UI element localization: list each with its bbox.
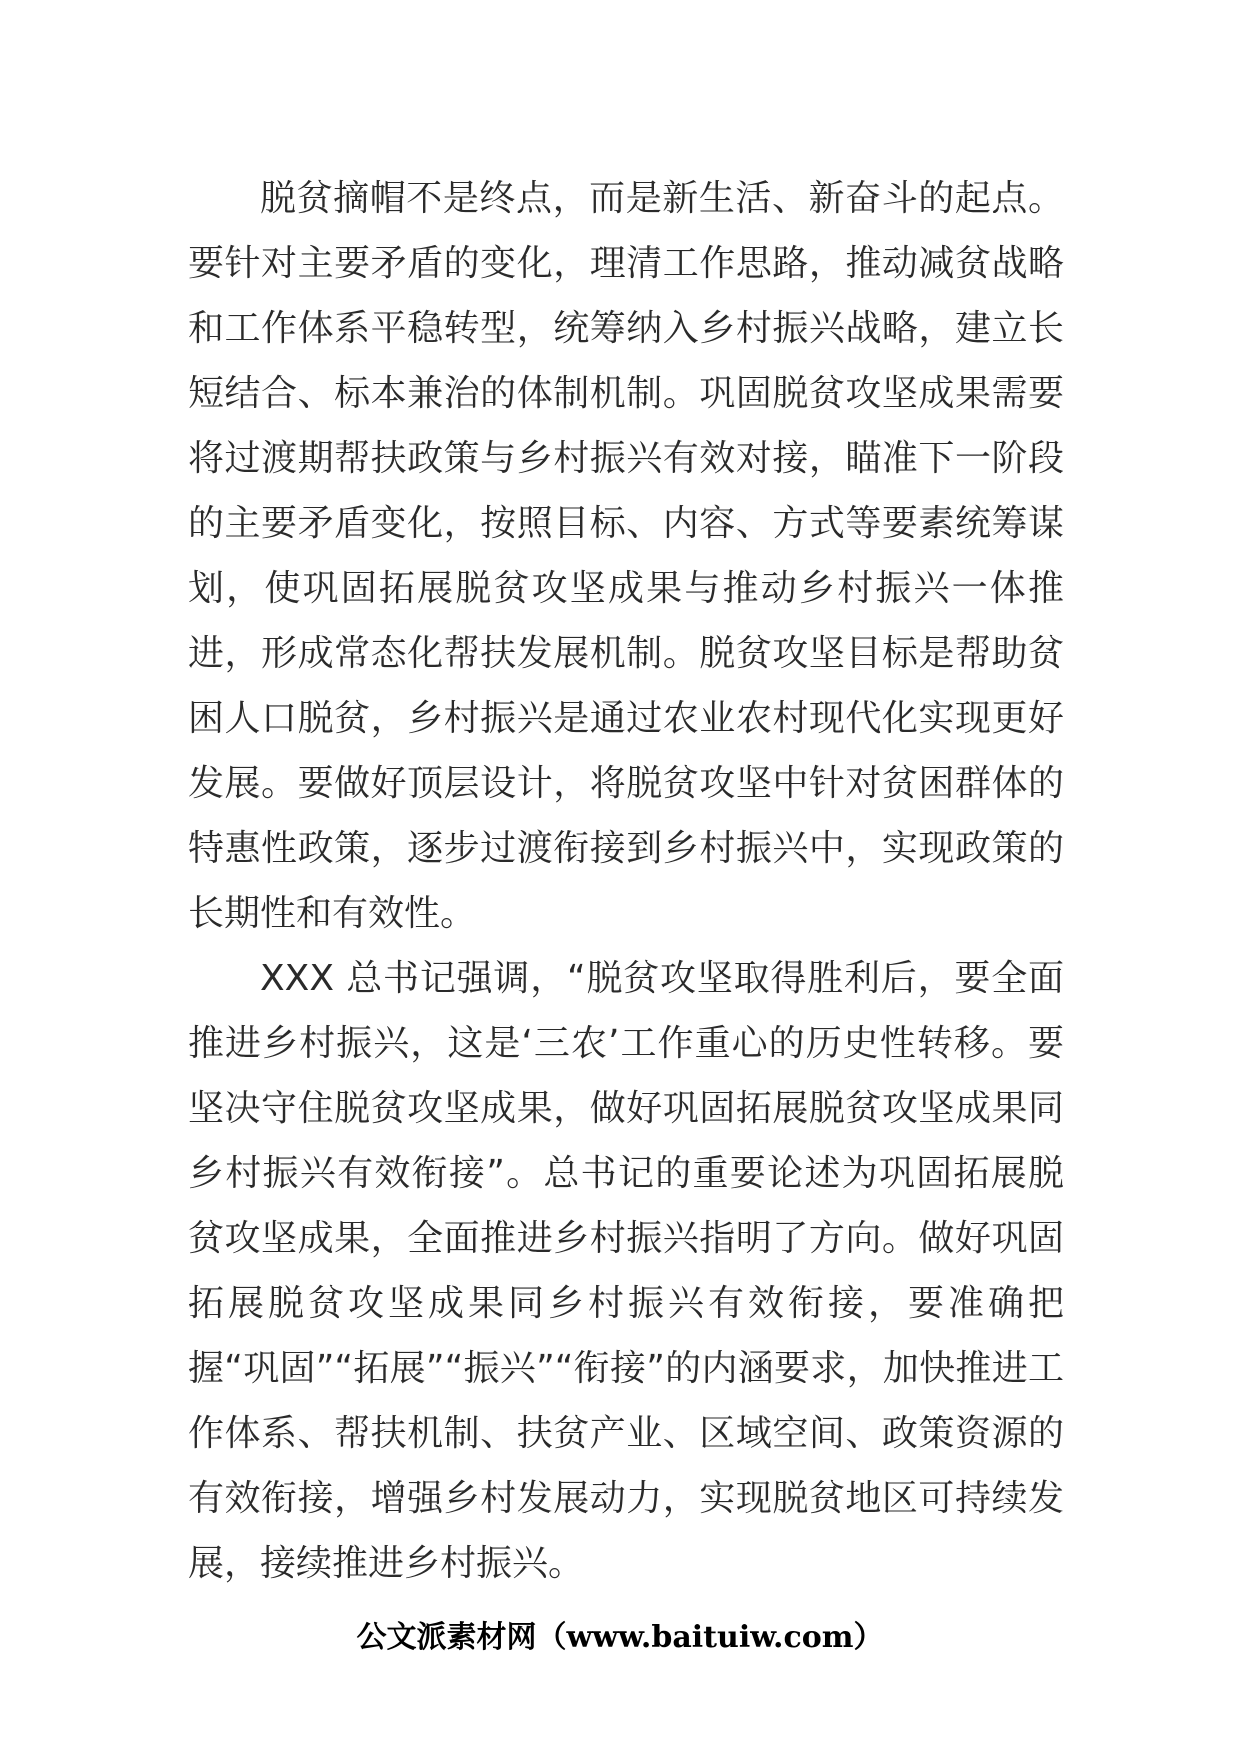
footer-watermark: 公文派素材网（www.baituiw.com） bbox=[356, 1620, 884, 1655]
paragraph-1: 脱贫摘帽不是终点，而是新生活、新奋斗的起点。要针对主要矛盾的变化，理清工作思路，推动减贫战略和工作体系平稳转型，统筹纳入乡村振兴战略，建立长短结合、标本兼治的体制机制。巩固脱贫攻坚成果需要将过渡期帮扶政策与乡村振兴有效对接，瞄准下一阶段的主要矛盾变化，按照目标、内容、方式等要素统筹谋划，使巩固拓展脱贫攻坚成果与推动乡村振兴一体推进，形成常态化帮扶发展机制。脱贫攻坚目标是帮助贫困人口脱贫，乡村振兴是通过农业农村现代化实现更好发展。要做好顶层设计，将脱贫攻坚中针对贫困群体的特惠性政策，逐步过渡衔接到乡村振兴中，实现政策的长期性和有效性。 bbox=[188, 178, 1064, 934]
document-body bbox=[188, 166, 1064, 1596]
paragraph-2: XXX 总书记强调，“脱贫攻坚取得胜利后，要全面推进乡村振兴，这是‘三农’工作重心的历史性转移。要坚决守住脱贫攻坚成果，做好巩固拓展脱贫攻坚成果同乡村振兴有效衔接”。总书记的重要论述为巩固拓展脱贫攻坚成果，全面推进乡村振兴指明了方向。做好巩固拓展脱贫攻坚成果同乡村振兴有效衔接，要准确把握“巩固”“拓展”“振兴”“衔接”的内涵要求，加快推进工作体系、帮扶机制、扶贫产业、区域空间、政策资源的有效衔接，增强乡村发展动力，实现脱贫地区可持续发展，接续推进乡村振兴。 bbox=[188, 958, 1064, 1584]
